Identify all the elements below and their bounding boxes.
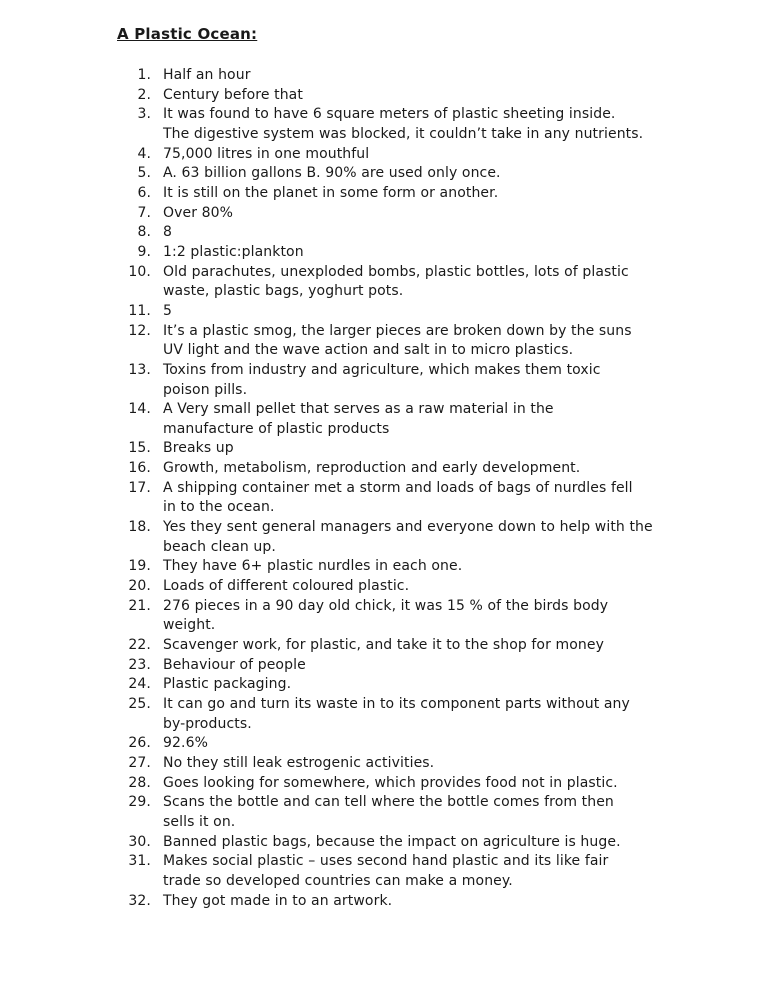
- answer-text-line: Makes social plastic – uses second hand plastic and its like fair: [163, 853, 609, 870]
- answer-text-line: It’s a plastic smog, the larger pieces are broken down by the suns: [163, 322, 632, 339]
- answer-text-line: UV light and the wave action and salt in to micro plastics.: [163, 342, 574, 359]
- answer-item: [0, 754, 653, 774]
- answer-text-line: It can go and turn its waste in to its component parts without any: [163, 696, 630, 712]
- answer-item: [0, 86, 653, 106]
- answer-item: [0, 656, 653, 676]
- answer-text-line: 75,000 litres in one mouthful: [163, 145, 370, 162]
- answer-text-line: Goes looking for somewhere, which provides food not in plastic.: [163, 774, 618, 791]
- answer-text-line: Century before that: [163, 86, 303, 103]
- answer-number: 1.: [137, 67, 151, 83]
- answer-text-line: 276 pieces in a 90 day old chick, it was 15 % of the birds body: [163, 597, 609, 614]
- answer-text-line: 92.6%: [163, 735, 208, 752]
- answer-number: 12.: [128, 322, 151, 339]
- answer-text-line: in to the ocean.: [163, 499, 275, 516]
- answer-text-line: Banned plastic bags, because the impact on agriculture is huge.: [163, 833, 621, 850]
- answer-number: 10.: [128, 263, 151, 280]
- answer-number: 8.: [137, 224, 151, 241]
- answer-text-line: No they still leak estrogenic activities.: [163, 754, 435, 771]
- answer-text-line: They got made in to an artwork.: [163, 892, 393, 909]
- answer-number: 14.: [128, 401, 151, 418]
- answer-item: [0, 243, 653, 263]
- answer-text-line: weight.: [163, 617, 216, 634]
- answer-item: [0, 734, 653, 754]
- answer-number: 13.: [128, 361, 151, 378]
- answer-number: 4.: [137, 145, 151, 162]
- answer-number: 31.: [128, 853, 151, 870]
- answer-item: [0, 833, 653, 853]
- answer-text-line: poison pills.: [163, 381, 248, 398]
- answer-text-line: Old parachutes, unexploded bombs, plastic bottles, lots of plastic: [163, 263, 629, 280]
- answer-text-line: sells it on.: [163, 813, 236, 830]
- answer-text-line: Yes they sent general managers and everyone down to help with the: [163, 519, 653, 536]
- answer-text-line: Growth, metabolism, reproduction and early development.: [163, 460, 581, 477]
- answer-text-line: A Very small pellet that serves as a raw material in the: [163, 401, 554, 418]
- answer-item: [0, 184, 653, 204]
- answer-item: [0, 204, 653, 224]
- answer-number: 22.: [128, 637, 151, 654]
- answer-number: 32.: [128, 892, 151, 909]
- answer-item: [0, 322, 653, 361]
- answer-number: 3.: [137, 106, 151, 123]
- answer-item: [0, 400, 653, 439]
- answer-item: [0, 557, 653, 577]
- answer-text-line: by-products.: [163, 715, 252, 732]
- answer-item: [0, 479, 653, 518]
- answer-number: 24.: [128, 676, 151, 693]
- answer-number: 26.: [128, 735, 151, 752]
- answer-item: [0, 793, 653, 832]
- answer-item: [0, 439, 653, 459]
- answer-text-line: Breaks up: [163, 440, 234, 457]
- answer-number: 17.: [128, 479, 151, 496]
- answer-number: 11.: [128, 302, 151, 319]
- answer-text-line: They have 6+ plastic nurdles in each one.: [163, 558, 463, 575]
- answer-text-line: Behaviour of people: [163, 656, 306, 673]
- answer-text-line: Plastic packaging.: [163, 676, 292, 693]
- answer-number: 7.: [137, 204, 151, 221]
- answer-text-line: The digestive system was blocked, it couldn’t take in any nutrients.: [163, 125, 644, 142]
- answer-number: 19.: [128, 558, 151, 575]
- answer-number: 9.: [137, 243, 151, 260]
- answer-item: [0, 675, 653, 695]
- answer-text-line: waste, plastic bags, yoghurt pots.: [163, 283, 404, 300]
- answer-text-line: beach clean up.: [163, 538, 276, 555]
- answer-item: [0, 164, 653, 184]
- answer-text-line: A shipping container met a storm and loads of bags of nurdles fell: [163, 479, 633, 496]
- answer-item: [0, 577, 653, 597]
- answer-number: 28.: [128, 774, 151, 791]
- answer-item: [0, 695, 653, 734]
- answer-number: 5.: [137, 165, 151, 182]
- answer-number: 25.: [128, 696, 151, 712]
- answer-item: [0, 361, 653, 400]
- answer-text-line: 8: [163, 224, 173, 241]
- answer-text-line: It is still on the planet in some form or another.: [163, 184, 499, 201]
- answer-item: [0, 518, 653, 557]
- answer-text-line: 5: [163, 302, 173, 319]
- answer-item: [0, 636, 653, 656]
- answer-number: 27.: [128, 754, 151, 771]
- answer-item: [0, 263, 653, 302]
- answer-item: [0, 459, 653, 479]
- answer-list: [0, 66, 653, 911]
- answer-text-line: It was found to have 6 square meters of plastic sheeting inside.: [163, 106, 616, 123]
- answer-number: 15.: [128, 440, 151, 457]
- answer-text-line: A. 63 billion gallons B. 90% are used only once.: [163, 165, 501, 182]
- answer-number: 6.: [137, 184, 151, 201]
- answer-item: [0, 223, 653, 243]
- answer-text-line: Loads of different coloured plastic.: [163, 578, 410, 595]
- answer-item: [0, 597, 653, 636]
- answer-item: [0, 302, 653, 322]
- answer-item: [0, 105, 653, 144]
- answer-text-line: trade so developed countries can make a money.: [163, 872, 513, 889]
- answer-item: [0, 774, 653, 794]
- answer-number: 21.: [128, 597, 151, 614]
- answer-text-line: Half an hour: [163, 67, 251, 83]
- page-title: A Plastic Ocean:: [117, 25, 258, 43]
- answer-number: 30.: [128, 833, 151, 850]
- answer-number: 2.: [137, 86, 151, 103]
- answer-number: 16.: [128, 460, 151, 477]
- answer-number: 20.: [128, 578, 151, 595]
- answer-number: 29.: [128, 794, 151, 811]
- answer-item: [0, 892, 653, 912]
- answer-item: [0, 66, 653, 86]
- answer-item: [0, 145, 653, 165]
- answer-item: [0, 852, 653, 891]
- answer-text-line: Scans the bottle and can tell where the bottle comes from then: [163, 794, 614, 811]
- answer-text-line: Scavenger work, for plastic, and take it to the shop for money: [163, 637, 604, 654]
- answer-number: 23.: [128, 656, 151, 673]
- answer-text-line: 1:2 plastic:plankton: [163, 243, 304, 260]
- answer-number: 18.: [128, 519, 151, 536]
- answer-text-line: manufacture of plastic products: [163, 420, 390, 437]
- answer-text-line: Toxins from industry and agriculture, which makes them toxic: [163, 361, 601, 378]
- answer-text-line: Over 80%: [163, 204, 234, 221]
